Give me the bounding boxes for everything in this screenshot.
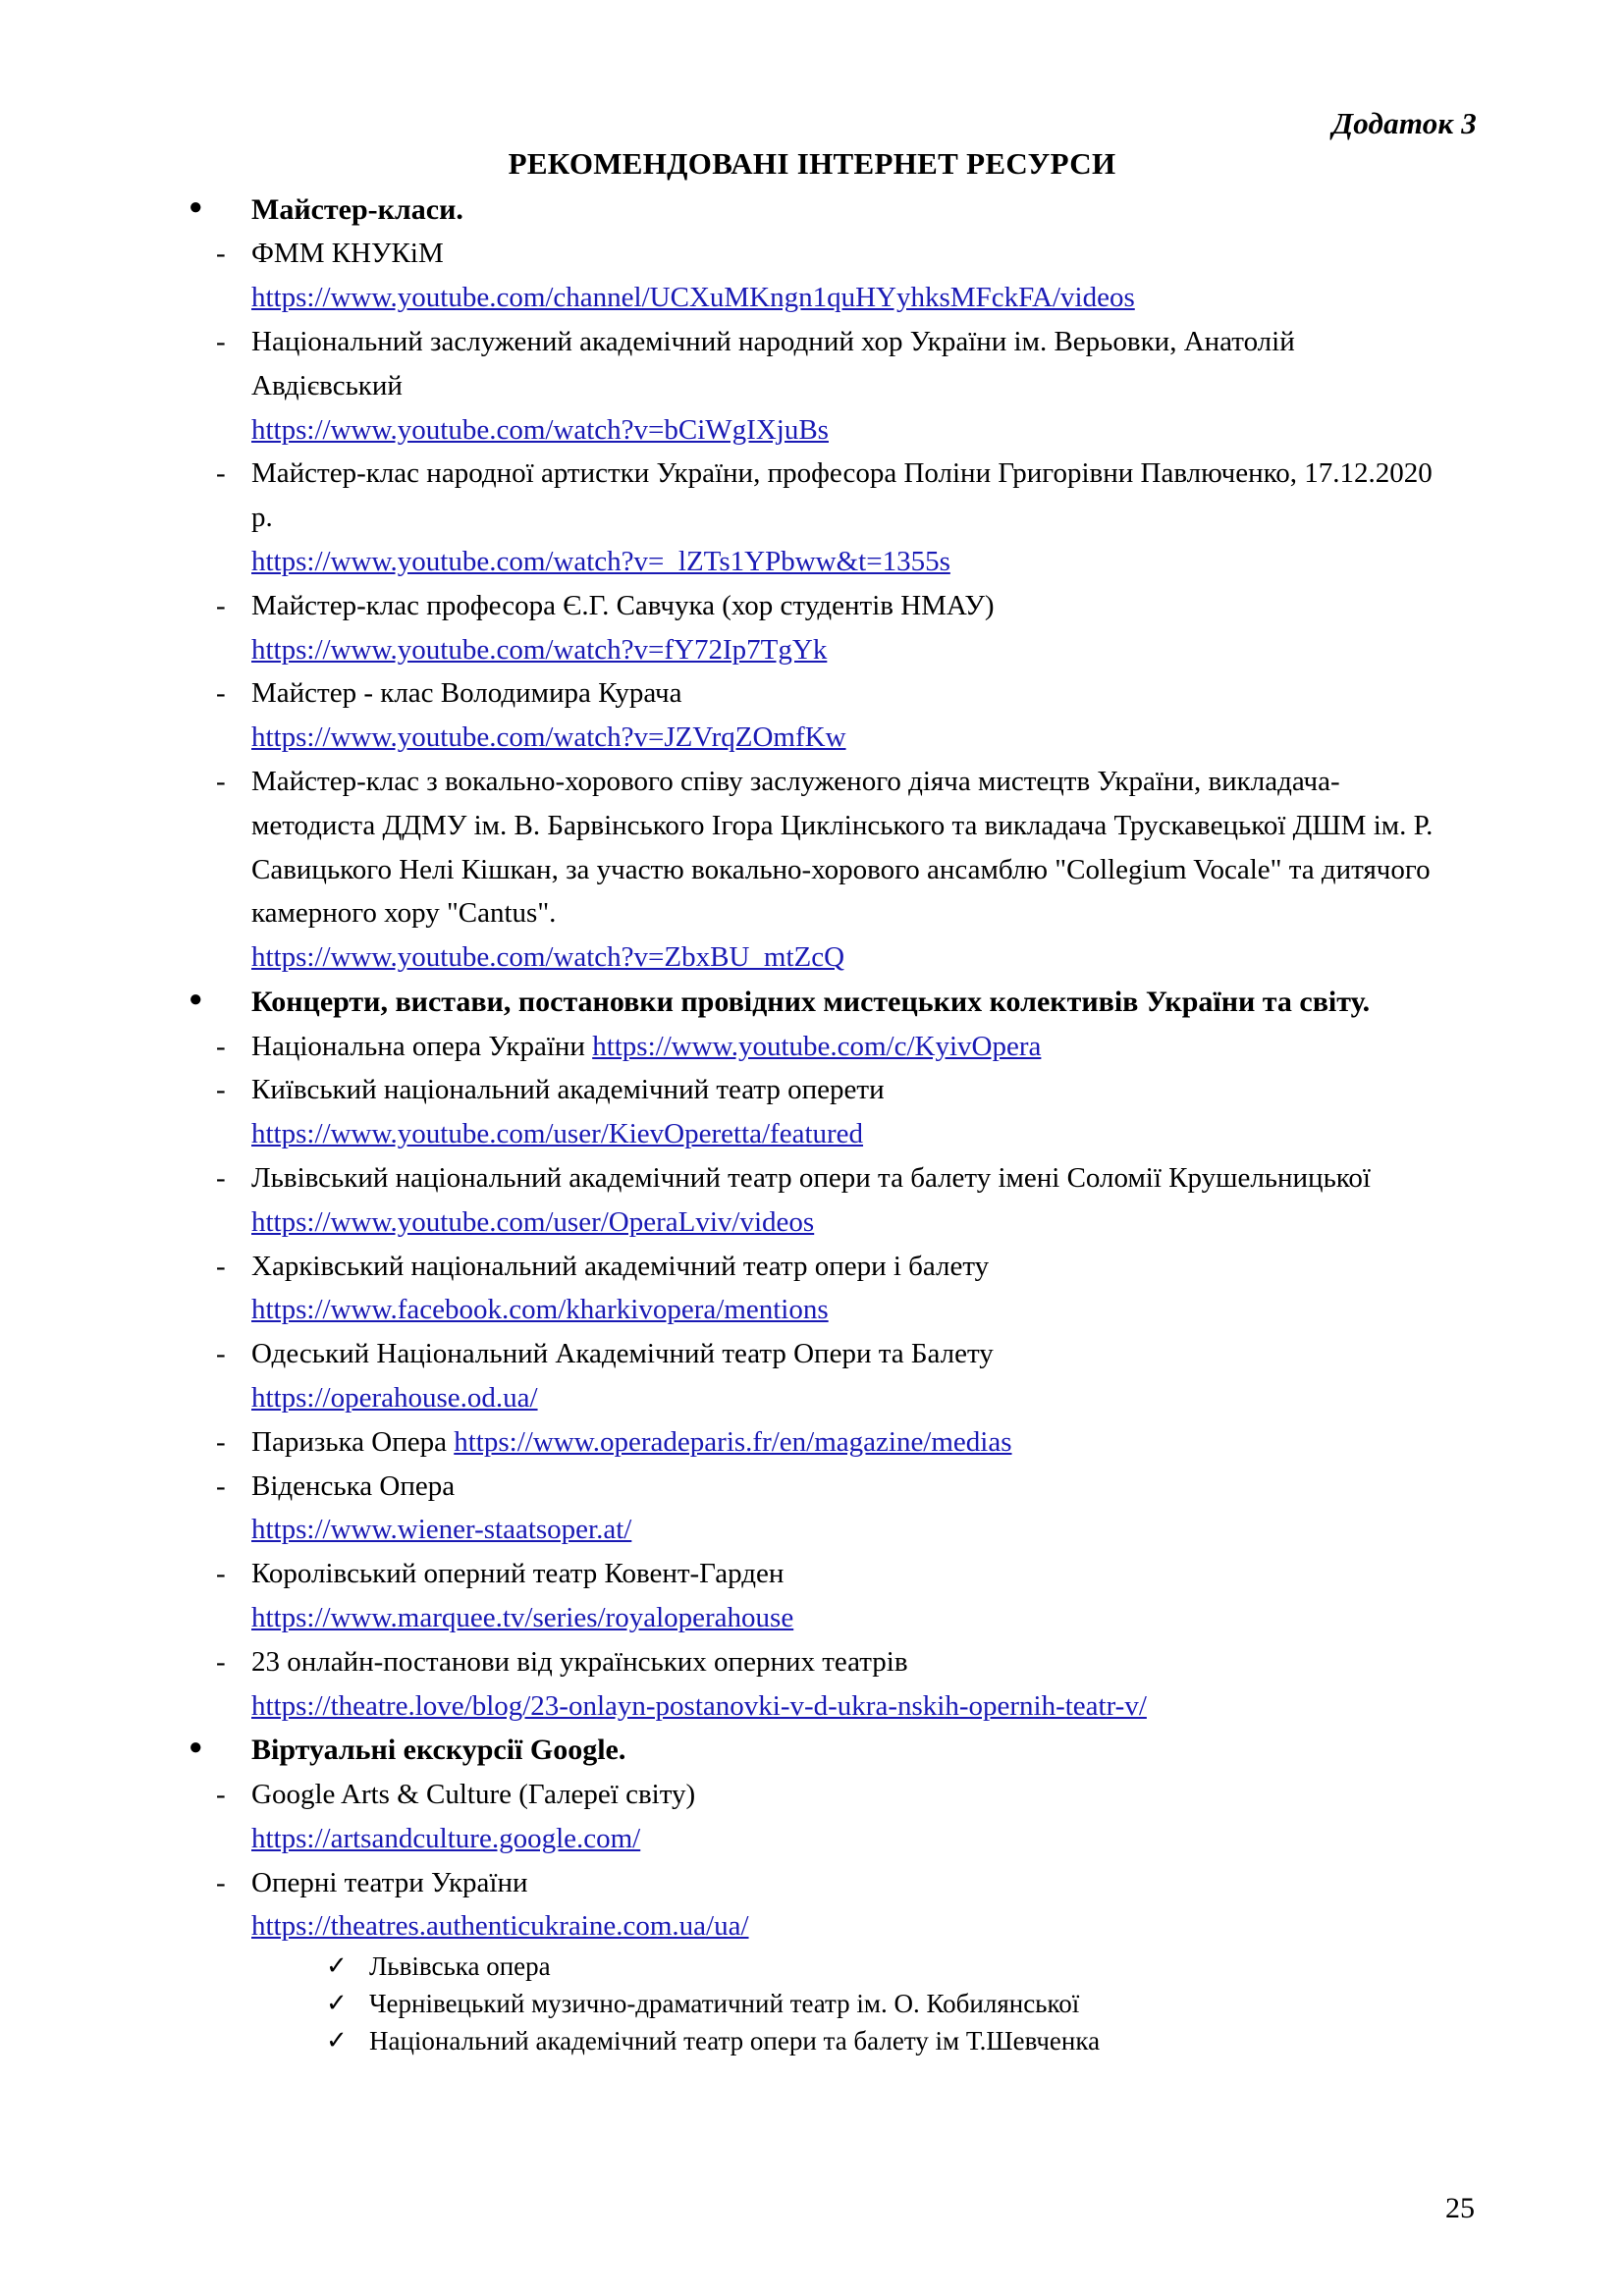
list-item	[145, 320, 1449, 452]
sub-list-item-label: Національний академічний театр опери та балету ім Т.Шевченка	[369, 2025, 1101, 2056]
section-heading-concerts	[145, 980, 1439, 1025]
check-icon: ✓	[326, 2025, 348, 2055]
appendix-label: Додаток 3	[1331, 106, 1477, 140]
dash-icon: -	[216, 1030, 226, 1062]
list-item-label: ФММ КНУКіМ	[251, 238, 444, 270]
link-google-arts-culture[interactable]: https://artsandculture.google.com/	[251, 1822, 641, 1854]
link-kurach-masterclass[interactable]: https://www.youtube.com/watch?v=JZVrqZOmfKw	[251, 721, 846, 754]
list-item-label: Майстер-клас професора Є.Г. Савчука (хор студентів НМАУ)	[251, 589, 995, 621]
sub-list-item	[145, 1986, 1479, 2023]
dash-icon: -	[216, 765, 226, 797]
list-item	[145, 1156, 1449, 1245]
link-kyiv-operetta[interactable]: https://www.youtube.com/user/KievOperetta/featured	[251, 1118, 864, 1150]
dash-icon: -	[216, 238, 226, 270]
dash-icon: -	[216, 457, 226, 490]
link-odesa-opera[interactable]: https://operahouse.od.ua/	[251, 1381, 538, 1414]
list-item	[145, 1640, 1449, 1729]
list-item	[145, 1332, 1449, 1420]
page-title: РЕКОМЕНДОВАНІ ІНТЕРНЕТ РЕСУРСИ	[508, 145, 1116, 181]
link-national-opera-ukraine[interactable]: https://www.youtube.com/c/KyivOpera	[592, 1030, 1042, 1062]
list-item	[145, 1068, 1449, 1156]
list-item-label: 23 онлайн-постанови від українських оперних театрів	[251, 1645, 908, 1678]
link-covent-garden[interactable]: https://www.marquee.tv/series/royaloperahouse	[251, 1601, 794, 1633]
list-item	[145, 584, 1449, 672]
link-23-online-productions[interactable]: https://theatre.love/blog/23-onlayn-postanovki-v-d-ukra-nskih-opernih-teatr-v/	[251, 1689, 1147, 1722]
list-item	[145, 452, 1449, 583]
sub-list-item	[145, 1949, 1479, 1986]
list-item-label: Оперні театри України	[251, 1866, 528, 1898]
list-item	[145, 1465, 1449, 1553]
dash-icon: -	[216, 1338, 226, 1370]
bullet-icon: ●	[189, 986, 203, 1012]
dash-icon: -	[216, 1074, 226, 1106]
list-item-label: Київський національний академічний театр оперети	[251, 1074, 885, 1106]
list-item-label: Харківський національний академічний театр опери і балету	[251, 1250, 990, 1282]
list-item	[145, 1245, 1449, 1333]
list-item	[145, 1552, 1449, 1640]
dash-icon: -	[216, 1161, 226, 1194]
link-authentic-ukraine-theatres[interactable]: https://theatres.authenticukraine.com.ua/ua/	[251, 1910, 749, 1943]
list-item	[145, 671, 1449, 760]
list-item-label: Google Arts & Culture (Галереї світу)	[251, 1778, 696, 1810]
dash-icon: -	[216, 1558, 226, 1590]
link-vienna-opera[interactable]: https://www.wiener-staatsoper.at/	[251, 1514, 632, 1546]
list-item	[145, 1773, 1449, 1861]
bullet-icon: ●	[189, 193, 203, 220]
dash-icon: -	[216, 677, 226, 710]
list-item-label: Майстер - клас Володимира Курача	[251, 677, 682, 710]
list-item-label: Майстер-клас народної артистки України, професора Поліни Григорівни Павлюченко, 17.12.2020 р.	[251, 457, 1433, 534]
list-item	[145, 1025, 1449, 1069]
list-item	[145, 760, 1449, 980]
dash-icon: -	[216, 1778, 226, 1810]
section-heading-label: Концерти, вистави, постановки провідних мистецьких колективів України та світу.	[251, 985, 1371, 1018]
page-number: 25	[1445, 2192, 1475, 2224]
link-vocal-choral-masterclass[interactable]: https://www.youtube.com/watch?v=ZbxBU_mtZcQ	[251, 941, 845, 974]
check-icon: ✓	[326, 1951, 348, 1981]
sub-list-item-label: Чернівецький музично-драматичний театр ім. О. Кобилянської	[369, 1988, 1080, 2018]
sub-list-item-label: Львівська опера	[369, 1951, 551, 1982]
link-kharkiv-opera[interactable]: https://www.facebook.com/kharkivopera/mentions	[251, 1294, 829, 1326]
check-icon: ✓	[326, 1988, 348, 2017]
dash-icon: -	[216, 1645, 226, 1678]
list-item-label: Віденська Опера	[251, 1469, 456, 1502]
list-item-label: Львівський національний академічний театр опери та балету імені Соломії Крушельницької	[251, 1161, 1371, 1194]
section-heading-label: Майстер-класи.	[251, 192, 463, 226]
link-veryovka-choir[interactable]: https://www.youtube.com/watch?v=bCiWgIXjuBs	[251, 413, 829, 446]
dash-icon: -	[216, 1469, 226, 1502]
link-pavliuchenko-masterclass[interactable]: https://www.youtube.com/watch?v=_lZTs1YPbww&t=1355s	[251, 546, 950, 577]
dash-icon: -	[216, 1425, 226, 1458]
list-item	[145, 1420, 1449, 1465]
list-item	[145, 232, 1449, 320]
list-item-label: Національна опера України	[251, 1030, 593, 1062]
list-item	[145, 1861, 1449, 1949]
link-paris-opera[interactable]: https://www.operadeparis.fr/en/magazine/medias	[454, 1425, 1012, 1458]
section-heading-label: Віртуальні екскурсії Google.	[251, 1734, 626, 1767]
section-heading-master-classes	[145, 187, 1439, 233]
dash-icon: -	[216, 1866, 226, 1898]
section-heading-google-tours	[145, 1728, 1439, 1773]
dash-icon: -	[216, 326, 226, 358]
dash-icon: -	[216, 589, 226, 621]
list-item-label: Одеський Національний Академічний театр Опери та Балету	[251, 1338, 994, 1370]
list-item-label: Королівський оперний театр Ковент-Гарден	[251, 1558, 785, 1590]
link-savchuk-masterclass[interactable]: https://www.youtube.com/watch?v=fY72Ip7TgYk	[251, 633, 828, 666]
list-item-label: Паризька Опера	[251, 1425, 455, 1458]
dash-icon: -	[216, 1250, 226, 1282]
bullet-icon: ●	[189, 1735, 203, 1761]
link-fmm-knukim[interactable]: https://www.youtube.com/channel/UCXuMKngn1quHYyhksMFckFA/videos	[251, 282, 1135, 314]
sub-list-item	[145, 2023, 1479, 2060]
link-lviv-opera[interactable]: https://www.youtube.com/user/OperaLviv/videos	[251, 1205, 815, 1238]
list-item-label: Майстер-клас з вокально-хорового співу заслуженого діяча мистецтв України, викладача-методиста ДДМУ ім. В. Барвінського Ігора Циклінського та викладача Трускавецької ДШМ ім. Р. Савицького Нелі Кішкан, за участю вокально-хорового ансамблю "Collegium Vocale" та дитячого камерного хору "Cantus".	[251, 765, 1434, 930]
list-item-label: Національний заслужений академічний народний хор України ім. Верьовки, Анатолій Авдієвський	[251, 326, 1295, 401]
